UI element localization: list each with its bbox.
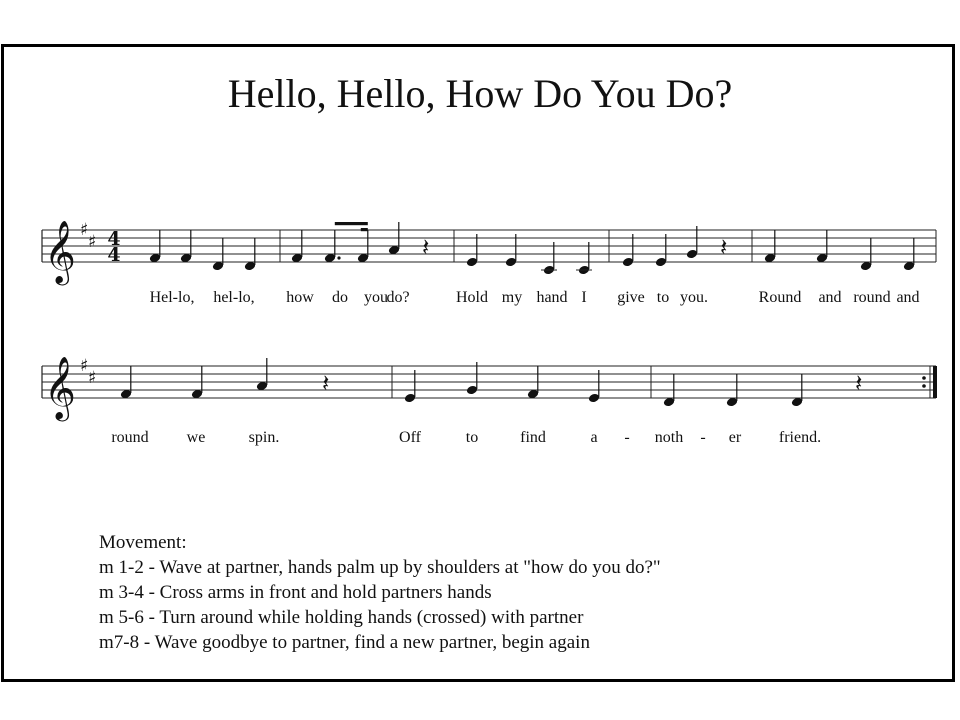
lyric-syllable: Round <box>758 289 802 306</box>
lyric-syllable: Hel-lo, <box>149 289 195 306</box>
staff-line-2 <box>42 356 937 422</box>
lyric-syllable: noth <box>654 429 684 446</box>
lyric-syllable: do <box>332 289 348 306</box>
movement-item: m 1-2 - Wave at partner, hands palm up by shoulders at "how do you do?" <box>99 557 661 578</box>
lyric-syllable: to <box>465 429 479 446</box>
note-beam <box>335 222 368 225</box>
lyric-syllable: hel-lo, <box>213 289 255 306</box>
movement-item: m 5-6 - Turn around while holding hands (crossed) with partner <box>99 607 584 628</box>
lyric-syllable: my <box>501 289 523 306</box>
note-beam-secondary <box>361 228 368 231</box>
lyric-syllable: hand <box>536 289 568 306</box>
lyric-syllable: er <box>728 429 742 446</box>
lyric-syllable: we <box>186 429 206 446</box>
lyric-syllable: spin. <box>248 429 280 446</box>
lyric-syllable: friend. <box>778 429 822 446</box>
sharp-icon: ♯ <box>80 356 89 376</box>
time-signature-denominator: 4 <box>107 244 121 266</box>
repeat-thick-bar <box>933 366 937 398</box>
sharp-icon: ♯ <box>88 368 97 388</box>
lyric-syllable: to <box>656 289 670 306</box>
movement-item: m 3-4 - Cross arms in front and hold partners hands <box>99 582 492 603</box>
lyric-syllable: and <box>818 289 842 306</box>
staff-line-1 <box>42 220 936 286</box>
lyric-syllable: a <box>590 429 598 446</box>
lyric-syllable: you <box>364 289 388 306</box>
repeat-dot <box>922 384 926 388</box>
lyric-syllable: Off <box>399 429 421 446</box>
lyric-syllable: round <box>111 429 149 446</box>
movement-item: m7-8 - Wave goodbye to partner, find a new partner, begin again <box>99 632 590 653</box>
treble-clef-icon: 𝄞 <box>44 356 76 419</box>
lyric-syllable: you. <box>680 289 708 306</box>
lyric-syllable: I <box>581 289 587 306</box>
lyric-syllable: give <box>617 289 645 306</box>
lyrics-line-2 <box>111 429 821 446</box>
movement-heading: Movement: <box>99 532 187 553</box>
quarter-rest-icon: 𝄽 <box>422 233 430 261</box>
repeat-dot <box>922 376 926 380</box>
lyric-syllable: - <box>700 429 706 446</box>
lyric-syllable: Hold <box>456 289 488 306</box>
lyric-syllable: do? <box>386 289 410 306</box>
sharp-icon: ♯ <box>80 220 89 240</box>
augmentation-dot <box>337 256 340 259</box>
lyric-syllable: find <box>520 429 546 446</box>
lyrics-line-1 <box>150 289 920 306</box>
treble-clef-icon: 𝄞 <box>44 220 76 283</box>
quarter-rest-icon: 𝄽 <box>720 233 728 261</box>
quarter-rest-icon: 𝄽 <box>322 369 330 397</box>
lyric-syllable: - <box>624 429 630 446</box>
lyric-syllable: round <box>853 289 891 306</box>
song-title: Hello, Hello, How Do You Do? <box>227 71 733 116</box>
time-signature-numerator: 4 <box>107 228 121 250</box>
lyric-syllable: how <box>286 289 314 306</box>
lyric-syllable: and <box>896 289 920 306</box>
quarter-rest-icon: 𝄽 <box>855 369 863 397</box>
movement-notes <box>99 530 661 655</box>
sharp-icon: ♯ <box>88 232 97 252</box>
